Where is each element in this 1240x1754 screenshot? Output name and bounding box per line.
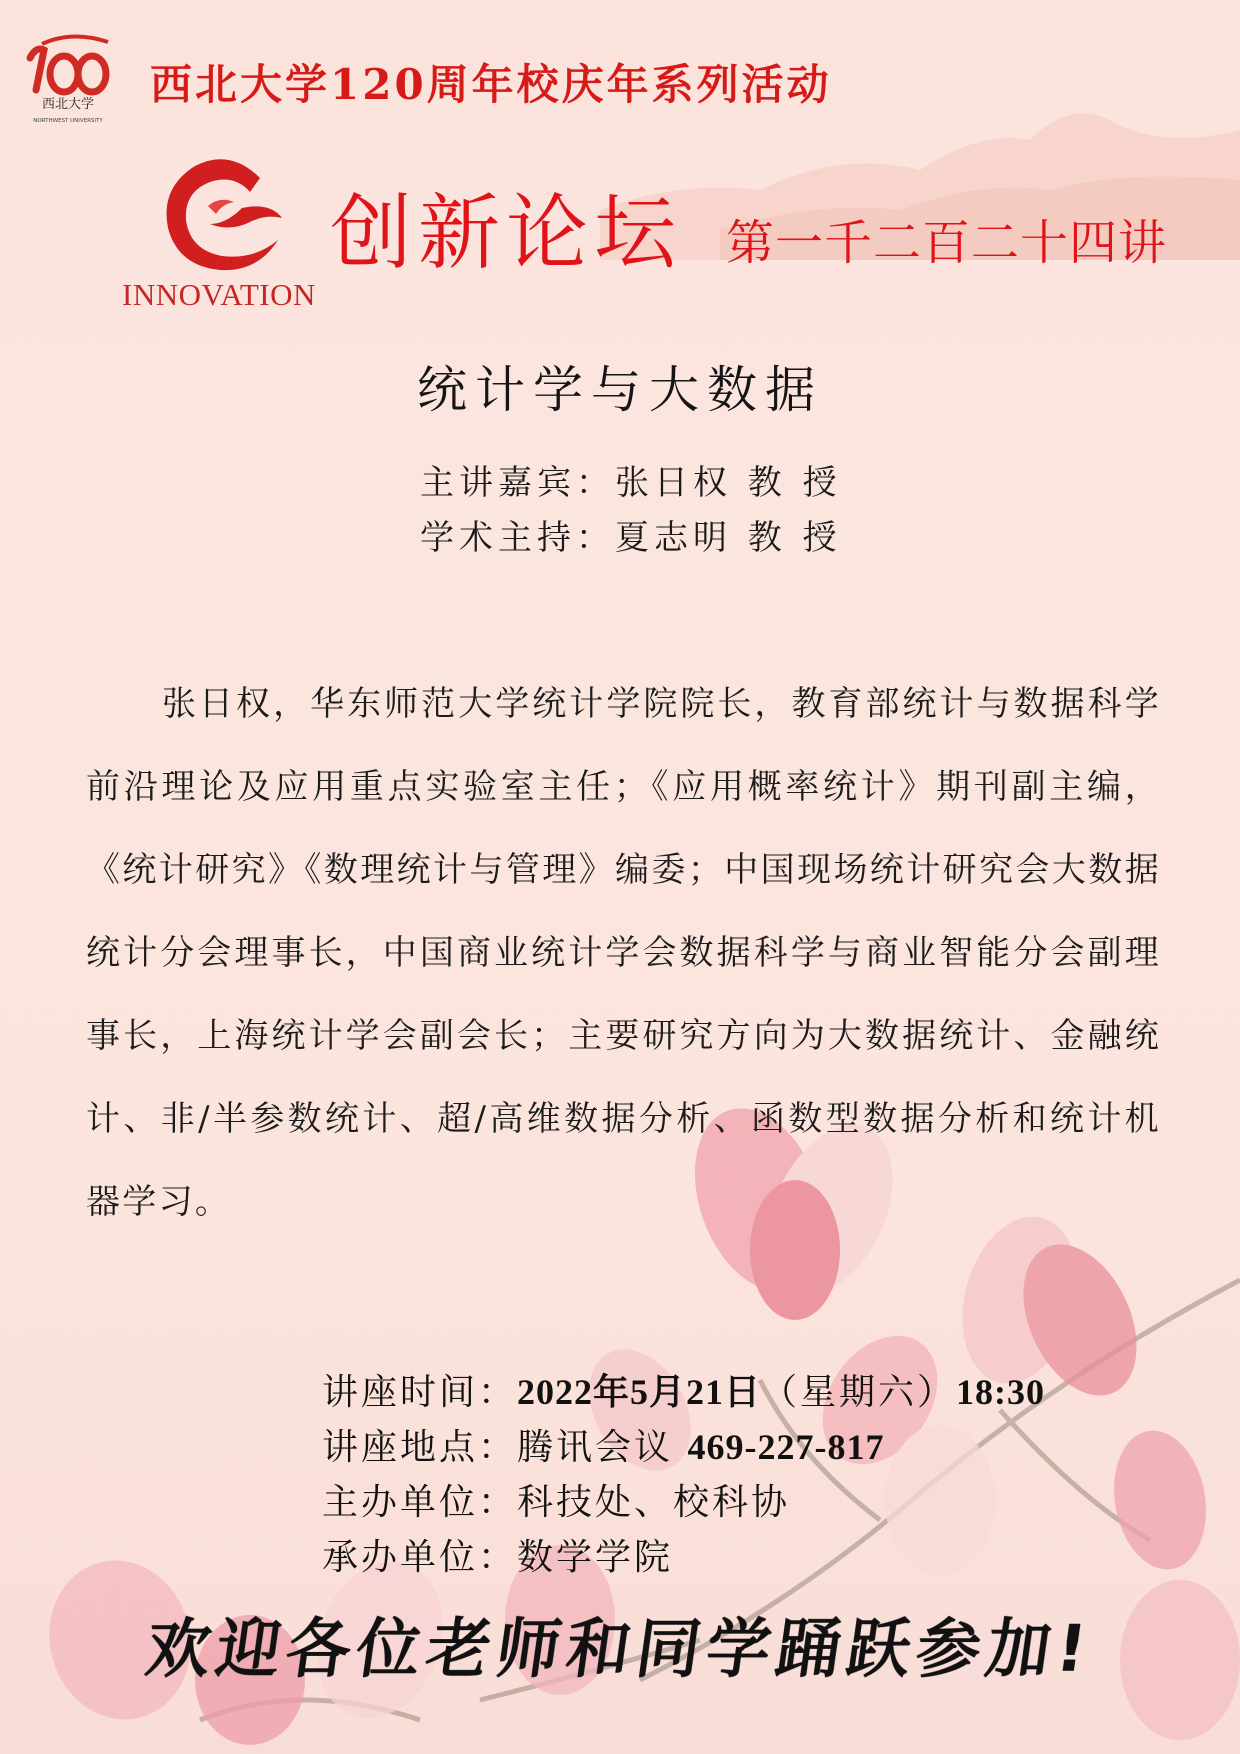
organizer-value: 科技处、校科协 [517, 1482, 791, 1523]
innovation-logo-text: INNOVATION [122, 277, 316, 312]
logo-subtext: NORTHWEST UNIVERSITY [33, 118, 103, 124]
cohost-value: 数学学院 [517, 1537, 674, 1578]
place-value: 腾讯会议 [517, 1427, 674, 1468]
meeting-id: 469-227-817 [687, 1427, 885, 1467]
time-weekday: （星期六） [761, 1372, 957, 1413]
welcome-message: 欢迎各位老师和同学踊跃参加! [141, 1613, 1097, 1687]
lecture-time [322, 1364, 1045, 1415]
host-label: 学术主持： [420, 518, 615, 558]
organizer [322, 1474, 790, 1525]
logo-text: 西北大学 [41, 97, 95, 112]
lecture-place [322, 1419, 884, 1470]
speaker-bio: 张日权，华东师范大学统计学院院长，教育部统计与数据科学前沿理论及应用重点实验室主任；《应用概率统计》期刊副主编，《统计研究》《数理统计与管理》编委；中国现场统计研究会大数据统计分会理事长，中国商业统计学会数据科学与商业智能分会副理事长，上海统计学会副会长；主要研究方向为大数据统计、金融统计、非/半参数统计、超/高维数据分析、函数型数据分析和统计机器学习。 [86, 684, 1161, 1222]
speaker-line [420, 455, 842, 504]
anniversary-title: 西北大学120周年校庆年系列活动 [150, 60, 832, 109]
university-120-logo [22, 28, 114, 132]
forum-title: 创新论坛 [330, 186, 683, 281]
lecture-number: 第一千二百二十四讲 [726, 215, 1168, 271]
organizer-label: 主办单位： [322, 1482, 518, 1523]
time-label: 讲座时间： [322, 1372, 518, 1413]
host-name: 夏志明 教 授 [615, 518, 842, 558]
time-date: 2022年5月21日 [517, 1372, 762, 1412]
cohost-label: 承办单位： [322, 1537, 518, 1578]
time-clock: 18:30 [956, 1372, 1046, 1412]
talk-title: 统计学与大数据 [417, 361, 823, 419]
speaker-label: 主讲嘉宾： [420, 463, 615, 503]
host-line [420, 510, 842, 559]
speaker-name: 张日权 教 授 [615, 463, 842, 503]
co-organizer [322, 1529, 673, 1580]
innovation-swirl-logo [150, 148, 290, 278]
place-label: 讲座地点： [322, 1427, 518, 1468]
